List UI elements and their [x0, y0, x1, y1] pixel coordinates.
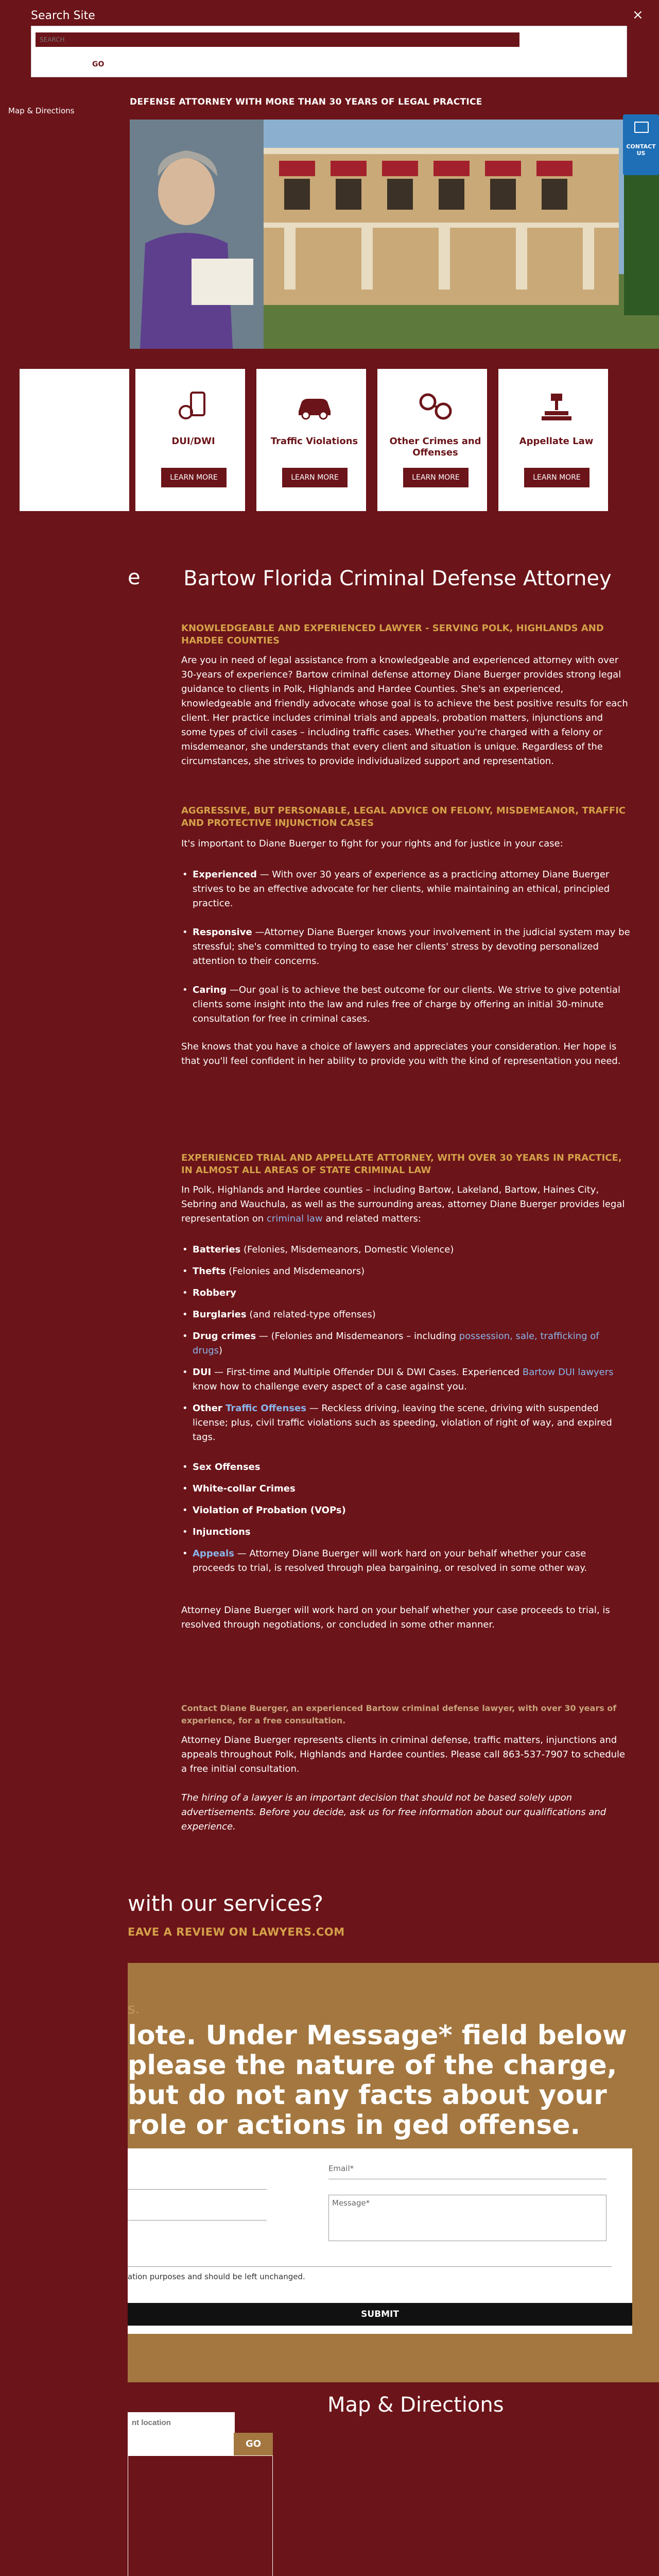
choice-paragraph: She knows that you have a choice of lawyers and appreciates your consideration. Her hope is that you'll feel confident in her ability to provide you with the kind of representation you need. — [181, 1041, 621, 1066]
hero-image — [130, 120, 659, 349]
list-item: • Drug crimes — (Felonies and Misdemeanors – including possession, sale, trafficking of drugs) — [193, 1329, 630, 1358]
submit-button[interactable]: SUBMIT — [128, 2303, 632, 2326]
email-field[interactable]: Email* — [328, 2164, 606, 2179]
gavel-icon — [539, 391, 575, 421]
honeypot-field[interactable] — [128, 2251, 612, 2267]
contact-paragraph: Attorney Diane Buerger represents clients in criminal defense, traffic matters, injunctions and appeals throughout Polk, Highlands and Hardee counties. Please call 863-537-7907 to schedule a free initial consultation. — [181, 1735, 626, 1774]
list-item: • DUI — First-time and Multiple Offender DUI & DWI Cases. Experienced Bartow DUI lawyers know how to challenge every aspect of a case against you. — [193, 1365, 630, 1394]
traffic-offenses-link[interactable]: Traffic Offenses — [226, 1403, 306, 1414]
card-title: DUI/DWI — [171, 436, 215, 447]
search-go-button[interactable]: GO — [92, 60, 105, 69]
map-title: Map & Directions — [327, 2393, 504, 2417]
criminal-law-link[interactable]: criminal law — [266, 1213, 323, 1224]
contact-us-label: CONTACT US — [626, 143, 656, 157]
search-input[interactable] — [36, 32, 519, 47]
card-title: Traffic Violations — [270, 436, 358, 447]
car-icon — [297, 391, 333, 421]
review-heading: with our services? — [128, 1891, 324, 1916]
section-heading-2: AGGRESSIVE, BUT PERSONABLE, LEGAL ADVICE ON FELONY, MISDEMEANOR, TRAFFIC AND PROTECTIVE INJUNCTION CASES — [181, 805, 626, 828]
handcuffs-phone-icon — [176, 391, 212, 421]
practice-card-appellate[interactable] — [495, 366, 611, 514]
card-title: Appellate Law — [519, 436, 594, 447]
list-item: • Experienced — With over 30 years of experience as a practicing attorney Diane Buerger strives to be an effective advocate for her clients, while maintaining an ethical, principled practice. — [193, 868, 630, 911]
practice-card-partial — [16, 366, 132, 514]
directions-panel — [128, 2455, 273, 2576]
start-location-input[interactable] — [128, 2412, 235, 2433]
handcuffs-icon — [418, 391, 454, 421]
header-bar — [130, 97, 659, 118]
list-item: • Injunctions — [193, 1525, 630, 1539]
form-hint: ation purposes and should be left unchanged. — [128, 2272, 305, 2281]
list-item: • Caring —Our goal is to achieve the best outcome for our clients. We strive to give potential clients some insight into the law and rules free of charge by offering an initial 30-minute consultation for free in criminal cases. — [193, 983, 630, 1026]
form-panel — [128, 2148, 632, 2334]
phone-field[interactable] — [128, 2205, 267, 2221]
drug-crimes-link[interactable]: possession, sale, trafficking of drugs — [193, 1331, 599, 1356]
learn-more-button[interactable]: LEARN MORE — [161, 468, 227, 487]
rights-paragraph: It's important to Diane Buerger to fight for your rights and for justice in your case: — [181, 838, 563, 849]
close-icon[interactable]: × — [632, 7, 644, 23]
list-item: • Robbery — [193, 1286, 630, 1300]
hero-illustration — [130, 120, 659, 349]
list-item: • Appeals — Attorney Diane Buerger will work hard on your behalf whether your case proceeds to trial, is resolved through plea bargaining, or resolved in some other way. — [193, 1547, 630, 1575]
contact-heading: Contact Diane Buerger, an experienced Bartow criminal defense lawyer, with over 30 years of experience, for a free consultation. — [181, 1703, 617, 1725]
practice-card-other-crimes[interactable] — [374, 366, 490, 514]
map-input-secondary[interactable] — [128, 2433, 235, 2455]
contact-form-section — [128, 1963, 659, 2382]
closing-paragraph: Attorney Diane Buerger will work hard on your behalf whether your case proceeds to trial, is resolved through negotiations, or concluded in some other manner. — [181, 1605, 610, 1630]
disclaimer-paragraph: The hiring of a lawyer is an important decision that should not be based solely upon advertisements. Before you decide, ask us for free information about our qualifications and experience. — [181, 1792, 606, 1832]
practice-card-traffic[interactable] — [253, 366, 369, 514]
contact-us-tab[interactable] — [623, 114, 659, 175]
review-link[interactable]: EAVE A REVIEW ON LAWYERS.COM — [128, 1926, 345, 1938]
appeals-link[interactable]: Appeals — [193, 1548, 234, 1559]
search-box — [31, 26, 627, 77]
practice-area-cards — [130, 366, 628, 514]
nav-map-directions[interactable]: Map & Directions — [8, 106, 75, 115]
list-item: • Batteries (Felonies, Misdemeanors, Domestic Violence) — [193, 1243, 630, 1257]
list-item: • Violation of Probation (VOPs) — [193, 1503, 630, 1518]
form-note: lote. Under Message* field below please the nature of the charge, but do not any facts about your role or actions in ged offense. — [128, 2020, 627, 2141]
practice-card-dui[interactable] — [132, 366, 248, 514]
page-title: Bartow Florida Criminal Defense Attorney — [183, 567, 612, 590]
areas-paragraph: In Polk, Highlands and Hardee counties – including Bartow, Lakeland, Bartow, Haines City, Sebring and Wauchula, as well as the surrounding areas, attorney Diane Buerger provides legal representation on criminal law and related matters: — [181, 1184, 625, 1224]
map-go-button[interactable]: GO — [234, 2433, 273, 2455]
message-field[interactable]: Message* — [328, 2195, 606, 2241]
list-item: • White-collar Crimes — [193, 1482, 630, 1496]
section-heading-3: EXPERIENCED TRIAL AND APPELLATE ATTORNEY, WITH OVER 30 YEARS IN PRACTICE, IN ALMOST ALL AREAS OF STATE CRIMINAL LAW — [181, 1153, 622, 1176]
learn-more-button[interactable]: LEARN MORE — [524, 468, 589, 487]
list-item: • Burglaries (and related-type offenses) — [193, 1308, 630, 1322]
list-item: • Sex Offenses — [193, 1460, 630, 1475]
list-item: • Responsive —Attorney Diane Buerger knows your involvement in the judicial system may be stressful; she's committed to trying to ease her clients' stress by devoting personalized attention to their concerns. — [193, 925, 630, 969]
name-field[interactable] — [128, 2174, 267, 2190]
list-item: • Thefts (Felonies and Misdemeanors) — [193, 1264, 630, 1279]
header-tagline: DEFENSE ATTORNEY WITH MORE THAN 30 YEARS OF LEGAL PRACTICE — [130, 97, 482, 107]
learn-more-button[interactable]: LEARN MORE — [282, 468, 348, 487]
search-title: Search Site — [31, 9, 95, 22]
list-item: • Other Traffic Offenses — Reckless driving, leaving the scene, driving with suspended license; plus, civil traffic violations such as speeding, violation of right of way, and expired tags. — [193, 1401, 630, 1445]
map-section — [128, 2383, 659, 2576]
partial-heading-left: e — [128, 566, 141, 589]
learn-more-button[interactable]: LEARN MORE — [403, 468, 469, 487]
search-overlay — [0, 0, 659, 93]
dui-lawyers-link[interactable]: Bartow DUI lawyers — [522, 1367, 614, 1378]
intro-paragraph: Are you in need of legal assistance from a knowledgeable and experienced attorney with over 30-years of experience? Bartow criminal defense attorney Diane Buerger provides strong legal guidance to clients in Polk, Highlands and Hardee Counties. She's an experienced, knowledgeable and friendly advocate whose goal is to achieve the best positive results for each client. Her practice includes criminal trials and appeals, probation matters, injunctions and some types of civil cases – including traffic cases. Whether you're charged with a felony or misdemeanor, she understands that every client and situation is unique. Regardless of the circumstances, she strives to provide individualized support and representation. — [181, 655, 628, 767]
section-heading-1: KNOWLEDGEABLE AND EXPERIENCED LAWYER - SERVING POLK, HIGHLANDS AND HARDEE COUNTIES — [181, 623, 604, 646]
form-heading: s. — [128, 2000, 140, 2017]
card-title: Other Crimes and Offenses — [389, 436, 481, 458]
envelope-icon — [634, 122, 649, 133]
